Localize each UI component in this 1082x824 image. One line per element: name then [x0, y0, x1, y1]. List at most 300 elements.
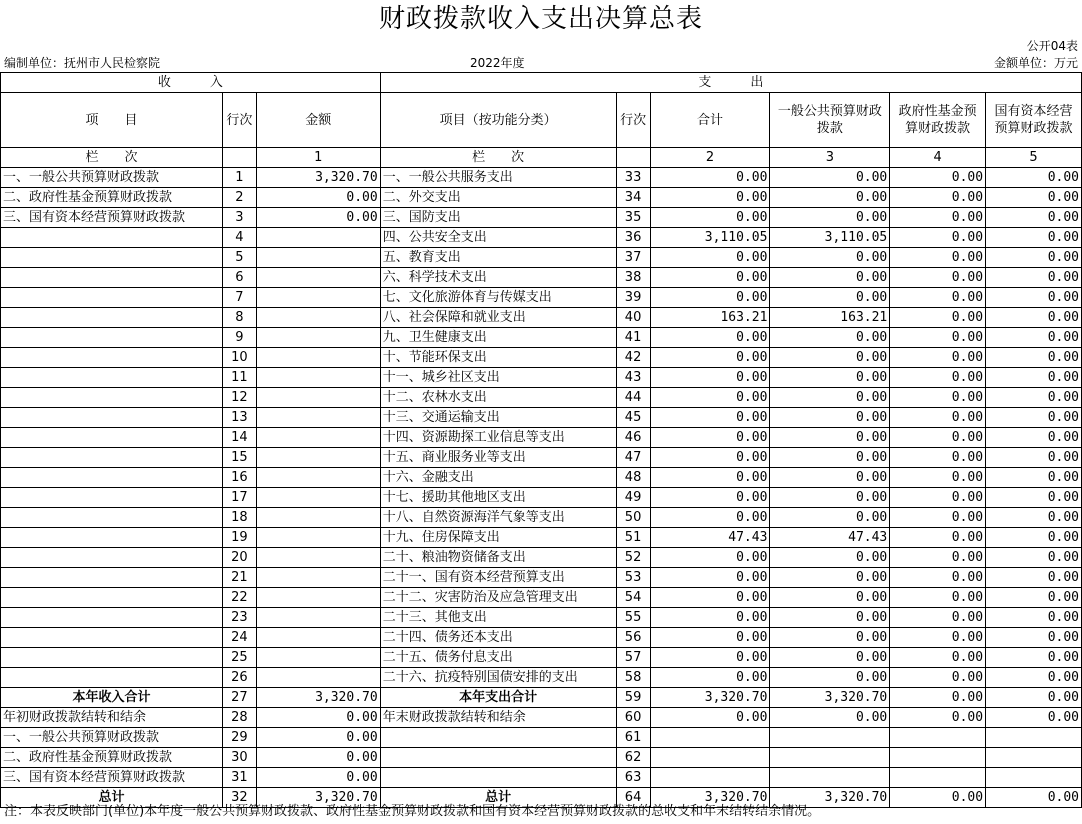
table-cell: 0.00 — [986, 348, 1082, 368]
table-cell: 4 — [222, 228, 256, 248]
table-cell: 19 — [222, 528, 256, 548]
table-cell: 47.43 — [650, 528, 770, 548]
table-cell: 0.00 — [650, 428, 770, 448]
table-cell: 0.00 — [650, 468, 770, 488]
table-cell: 0.00 — [770, 168, 890, 188]
table-cell: 0.00 — [770, 408, 890, 428]
table-row — [1, 368, 1082, 388]
table-row — [1, 528, 1082, 548]
table-cell: 0.00 — [890, 588, 986, 608]
table-cell — [1, 228, 223, 248]
table-cell: 0.00 — [890, 668, 986, 688]
table-cell — [256, 308, 380, 328]
table-cell: 十五、商业服务业等支出 — [380, 448, 616, 468]
report-title: 财政拨款收入支出决算总表 — [378, 4, 703, 34]
column-index-cell: 3 — [770, 148, 890, 168]
table-row — [1, 508, 1082, 528]
table-cell: 八、社会保障和就业支出 — [380, 308, 616, 328]
table-cell: 27 — [222, 688, 256, 708]
table-row — [1, 548, 1082, 568]
table-cell: 22 — [222, 588, 256, 608]
table-row — [1, 408, 1082, 428]
table-cell — [1, 388, 223, 408]
table-cell: 0.00 — [890, 568, 986, 588]
table-cell: 53 — [616, 568, 650, 588]
table-cell: 3,110.05 — [770, 228, 890, 248]
table-cell: 0.00 — [890, 528, 986, 548]
table-cell — [1, 608, 223, 628]
table-cell — [770, 748, 890, 768]
table-cell: 二、政府性基金预算财政拨款 — [1, 748, 223, 768]
table-cell: 十七、援助其他地区支出 — [380, 488, 616, 508]
table-cell: 24 — [222, 628, 256, 648]
table-cell: 45 — [616, 408, 650, 428]
table-cell: 0.00 — [890, 168, 986, 188]
column-header: 政府性基金预算财政拨款 — [890, 93, 986, 148]
table-cell — [256, 588, 380, 608]
table-row — [1, 168, 1082, 188]
table-cell: 9 — [222, 328, 256, 348]
table-cell: 0.00 — [986, 428, 1082, 448]
table-cell — [1, 348, 223, 368]
table-cell — [256, 448, 380, 468]
table-cell: 0.00 — [986, 508, 1082, 528]
table-cell: 0.00 — [986, 688, 1082, 708]
table-cell: 二十四、债务还本支出 — [380, 628, 616, 648]
table-row — [1, 188, 1082, 208]
table-row — [1, 708, 1082, 728]
table-cell: 36 — [616, 228, 650, 248]
table-cell: 三、国有资本经营预算财政拨款 — [1, 208, 223, 228]
footnote: 注：本表反映部门(单位)本年度一般公共预算财政拨款、政府性基金预算财政拨款和国有资本经营预算财政拨款的总收支和年末结转结余情况。 — [4, 804, 821, 819]
table-cell: 总计 — [380, 788, 616, 808]
table-cell: 51 — [616, 528, 650, 548]
table-cell: 三、国防支出 — [380, 208, 616, 228]
table-cell: 0.00 — [650, 408, 770, 428]
column-header: 行次 — [222, 93, 256, 148]
table-row — [1, 448, 1082, 468]
table-cell — [1, 328, 223, 348]
table-cell — [1, 308, 223, 328]
table-row — [1, 468, 1082, 488]
table-cell: 34 — [616, 188, 650, 208]
table-cell: 43 — [616, 368, 650, 388]
table-cell: 0.00 — [986, 408, 1082, 428]
table-cell: 5 — [222, 248, 256, 268]
table-cell: 13 — [222, 408, 256, 428]
expense-section-header: 支 出 — [380, 73, 1081, 93]
table-cell: 7 — [222, 288, 256, 308]
table-cell: 0.00 — [986, 228, 1082, 248]
table-cell: 62 — [616, 748, 650, 768]
table-row — [1, 308, 1082, 328]
table-cell — [650, 768, 770, 788]
table-cell: 0.00 — [770, 568, 890, 588]
table-cell — [1, 448, 223, 468]
table-row — [1, 388, 1082, 408]
table-cell: 0.00 — [256, 708, 380, 728]
table-row — [1, 668, 1082, 688]
table-cell — [380, 748, 616, 768]
table-cell: 0.00 — [890, 548, 986, 568]
table-cell: 46 — [616, 428, 650, 448]
table-cell: 十四、资源勘探工业信息等支出 — [380, 428, 616, 448]
table-cell: 0.00 — [986, 168, 1082, 188]
table-cell: 0.00 — [650, 328, 770, 348]
table-cell: 十八、自然资源海洋气象等支出 — [380, 508, 616, 528]
table-cell: 25 — [222, 648, 256, 668]
table-cell: 0.00 — [986, 268, 1082, 288]
table-cell — [1, 508, 223, 528]
table-cell: 七、文化旅游体育与传媒支出 — [380, 288, 616, 308]
table-cell: 0.00 — [650, 608, 770, 628]
table-cell: 十二、农林水支出 — [380, 388, 616, 408]
table-cell — [256, 468, 380, 488]
table-cell: 0.00 — [770, 508, 890, 528]
table-cell — [1, 288, 223, 308]
table-cell: 58 — [616, 668, 650, 688]
table-cell: 0.00 — [650, 448, 770, 468]
table-cell — [986, 748, 1082, 768]
table-cell — [1, 568, 223, 588]
table-cell: 0.00 — [986, 548, 1082, 568]
table-cell: 年初财政拨款结转和结余 — [1, 708, 223, 728]
table-row — [1, 228, 1082, 248]
table-row — [1, 628, 1082, 648]
table-cell: 0.00 — [650, 268, 770, 288]
table-cell — [650, 748, 770, 768]
table-cell — [256, 648, 380, 668]
table-row — [1, 608, 1082, 628]
table-cell: 二十三、其他支出 — [380, 608, 616, 628]
table-cell: 0.00 — [256, 208, 380, 228]
table-cell — [256, 288, 380, 308]
table-cell — [256, 368, 380, 388]
table-cell: 64 — [616, 788, 650, 808]
table-cell — [256, 568, 380, 588]
table-cell: 0.00 — [890, 508, 986, 528]
table-row — [1, 268, 1082, 288]
table-cell: 0.00 — [890, 348, 986, 368]
table-cell: 48 — [616, 468, 650, 488]
table-cell: 五、教育支出 — [380, 248, 616, 268]
table-cell: 18 — [222, 508, 256, 528]
table-cell: 0.00 — [986, 628, 1082, 648]
table-cell: 0.00 — [650, 648, 770, 668]
table-cell — [256, 248, 380, 268]
table-cell: 33 — [616, 168, 650, 188]
table-cell — [256, 508, 380, 528]
table-cell: 0.00 — [986, 368, 1082, 388]
table-cell — [256, 348, 380, 368]
table-cell: 本年支出合计 — [380, 688, 616, 708]
table-cell: 0.00 — [256, 188, 380, 208]
table-cell: 11 — [222, 368, 256, 388]
table-cell: 0.00 — [650, 208, 770, 228]
table-cell: 二、政府性基金预算财政拨款 — [1, 188, 223, 208]
table-cell: 0.00 — [890, 788, 986, 808]
table-cell: 0.00 — [986, 468, 1082, 488]
column-index-cell: 栏 次 — [1, 148, 223, 168]
table-cell: 50 — [616, 508, 650, 528]
table-row — [1, 588, 1082, 608]
column-index-cell: 5 — [986, 148, 1082, 168]
table-cell: 0.00 — [770, 648, 890, 668]
table-cell: 十三、交通运输支出 — [380, 408, 616, 428]
table-cell: 二十五、债务付息支出 — [380, 648, 616, 668]
table-cell: 0.00 — [770, 348, 890, 368]
table-cell — [256, 408, 380, 428]
table-cell: 35 — [616, 208, 650, 228]
table-cell: 38 — [616, 268, 650, 288]
table-cell: 二十、粮油物资储备支出 — [380, 548, 616, 568]
table-cell — [986, 768, 1082, 788]
table-cell: 0.00 — [890, 428, 986, 448]
table-cell — [256, 268, 380, 288]
table-cell: 0.00 — [650, 188, 770, 208]
table-cell: 0.00 — [770, 368, 890, 388]
table-cell: 49 — [616, 488, 650, 508]
table-cell: 0.00 — [986, 588, 1082, 608]
table-cell: 3 — [222, 208, 256, 228]
table-cell: 0.00 — [256, 728, 380, 748]
table-cell: 0.00 — [890, 288, 986, 308]
column-index-cell: 1 — [256, 148, 380, 168]
table-row — [1, 488, 1082, 508]
table-cell: 年末财政拨款结转和结余 — [380, 708, 616, 728]
table-cell: 十九、住房保障支出 — [380, 528, 616, 548]
table-cell: 0.00 — [770, 548, 890, 568]
table-row — [1, 748, 1082, 768]
table-row — [1, 208, 1082, 228]
table-cell: 26 — [222, 668, 256, 688]
table-cell: 二十一、国有资本经营预算支出 — [380, 568, 616, 588]
table-cell — [256, 328, 380, 348]
table-cell: 3,320.70 — [650, 688, 770, 708]
table-cell: 29 — [222, 728, 256, 748]
table-cell: 0.00 — [986, 448, 1082, 468]
table-cell: 61 — [616, 728, 650, 748]
table-cell: 0.00 — [650, 168, 770, 188]
table-cell: 0.00 — [986, 308, 1082, 328]
table-cell: 21 — [222, 568, 256, 588]
table-cell: 0.00 — [986, 668, 1082, 688]
table-cell: 0.00 — [890, 388, 986, 408]
table-cell: 0.00 — [890, 368, 986, 388]
table-cell — [1, 668, 223, 688]
table-cell: 3,320.70 — [770, 688, 890, 708]
table-cell: 六、科学技术支出 — [380, 268, 616, 288]
table-cell: 0.00 — [986, 328, 1082, 348]
table-cell: 8 — [222, 308, 256, 328]
table-cell: 56 — [616, 628, 650, 648]
table-cell: 0.00 — [890, 608, 986, 628]
table-cell — [1, 248, 223, 268]
table-cell — [256, 628, 380, 648]
table-cell: 0.00 — [986, 208, 1082, 228]
table-cell: 57 — [616, 648, 650, 668]
table-cell: 59 — [616, 688, 650, 708]
table-cell: 0.00 — [890, 488, 986, 508]
table-cell — [650, 728, 770, 748]
table-code: 公开04表 — [1026, 39, 1078, 53]
org-unit: 编制单位：抚州市人民检察院 — [4, 56, 161, 70]
table-cell — [1, 588, 223, 608]
budget-table — [0, 72, 1082, 808]
table-cell — [1, 548, 223, 568]
table-cell: 0.00 — [890, 188, 986, 208]
table-cell — [256, 548, 380, 568]
table-cell — [1, 628, 223, 648]
table-row — [1, 428, 1082, 448]
income-section-header: 收 入 — [1, 73, 381, 93]
table-cell: 31 — [222, 768, 256, 788]
table-cell: 0.00 — [770, 708, 890, 728]
table-cell — [1, 408, 223, 428]
table-cell: 37 — [616, 248, 650, 268]
table-cell — [1, 268, 223, 288]
table-cell: 55 — [616, 608, 650, 628]
table-cell: 15 — [222, 448, 256, 468]
table-cell: 本年收入合计 — [1, 688, 223, 708]
column-index-cell — [616, 148, 650, 168]
table-cell — [890, 728, 986, 748]
table-cell: 0.00 — [770, 208, 890, 228]
table-cell: 0.00 — [650, 628, 770, 648]
column-header: 一般公共预算财政拨款 — [770, 93, 890, 148]
table-cell: 一、一般公共服务支出 — [380, 168, 616, 188]
table-cell: 63 — [616, 768, 650, 788]
table-cell: 0.00 — [986, 188, 1082, 208]
table-cell: 0.00 — [650, 348, 770, 368]
table-cell — [256, 388, 380, 408]
table-cell: 0.00 — [650, 708, 770, 728]
table-cell: 0.00 — [256, 768, 380, 788]
table-cell: 0.00 — [650, 508, 770, 528]
table-row — [1, 328, 1082, 348]
table-row — [1, 568, 1082, 588]
table-row — [1, 768, 1082, 788]
table-cell: 四、公共安全支出 — [380, 228, 616, 248]
table-cell: 47.43 — [770, 528, 890, 548]
table-cell: 0.00 — [986, 528, 1082, 548]
table-cell: 14 — [222, 428, 256, 448]
table-cell: 6 — [222, 268, 256, 288]
table-cell: 0.00 — [986, 708, 1082, 728]
table-cell: 3,320.70 — [256, 168, 380, 188]
table-cell: 0.00 — [650, 288, 770, 308]
table-cell: 0.00 — [890, 228, 986, 248]
table-cell: 32 — [222, 788, 256, 808]
table-cell — [380, 768, 616, 788]
table-cell — [256, 228, 380, 248]
table-cell: 0.00 — [770, 488, 890, 508]
table-cell: 0.00 — [770, 248, 890, 268]
table-cell: 20 — [222, 548, 256, 568]
table-cell: 28 — [222, 708, 256, 728]
column-index-cell: 4 — [890, 148, 986, 168]
table-cell: 42 — [616, 348, 650, 368]
table-cell: 0.00 — [890, 648, 986, 668]
table-cell — [256, 488, 380, 508]
table-cell — [1, 368, 223, 388]
table-cell: 0.00 — [986, 388, 1082, 408]
table-cell — [256, 608, 380, 628]
table-cell: 54 — [616, 588, 650, 608]
table-cell: 47 — [616, 448, 650, 468]
table-cell: 0.00 — [650, 588, 770, 608]
table-row — [1, 248, 1082, 268]
table-cell: 0.00 — [986, 648, 1082, 668]
table-cell: 0.00 — [890, 268, 986, 288]
table-cell: 0.00 — [986, 488, 1082, 508]
table-cell — [1, 648, 223, 668]
table-cell: 44 — [616, 388, 650, 408]
table-cell: 0.00 — [890, 688, 986, 708]
table-row — [1, 688, 1082, 708]
table-cell: 0.00 — [650, 488, 770, 508]
table-cell: 0.00 — [890, 408, 986, 428]
table-cell: 十六、金融支出 — [380, 468, 616, 488]
table-cell: 二、外交支出 — [380, 188, 616, 208]
table-cell: 0.00 — [770, 268, 890, 288]
table-cell — [380, 728, 616, 748]
table-cell: 0.00 — [986, 248, 1082, 268]
column-header: 国有资本经营预算财政拨款 — [986, 93, 1082, 148]
table-cell: 0.00 — [770, 288, 890, 308]
column-index-cell — [222, 148, 256, 168]
table-cell: 40 — [616, 308, 650, 328]
table-cell: 17 — [222, 488, 256, 508]
table-cell: 0.00 — [650, 368, 770, 388]
table-cell: 2 — [222, 188, 256, 208]
table-cell — [256, 528, 380, 548]
table-cell: 0.00 — [256, 748, 380, 768]
table-cell — [770, 768, 890, 788]
table-cell — [1, 468, 223, 488]
column-header: 项 目 — [1, 93, 223, 148]
column-header: 行次 — [616, 93, 650, 148]
table-cell: 0.00 — [650, 668, 770, 688]
table-cell: 0.00 — [770, 468, 890, 488]
table-cell: 23 — [222, 608, 256, 628]
table-cell: 41 — [616, 328, 650, 348]
table-cell: 0.00 — [650, 388, 770, 408]
table-cell: 52 — [616, 548, 650, 568]
table-cell: 163.21 — [770, 308, 890, 328]
table-row — [1, 288, 1082, 308]
table-cell — [986, 728, 1082, 748]
table-cell — [890, 748, 986, 768]
table-cell: 0.00 — [986, 608, 1082, 628]
column-header: 合计 — [650, 93, 770, 148]
table-cell — [770, 728, 890, 748]
column-index-cell: 栏 次 — [380, 148, 616, 168]
table-cell: 0.00 — [890, 448, 986, 468]
table-cell: 0.00 — [770, 428, 890, 448]
table-cell — [256, 668, 380, 688]
table-cell: 3,320.70 — [256, 688, 380, 708]
table-cell: 一、一般公共预算财政拨款 — [1, 728, 223, 748]
table-cell: 0.00 — [890, 248, 986, 268]
table-cell: 0.00 — [770, 188, 890, 208]
table-cell: 3,110.05 — [650, 228, 770, 248]
table-cell — [1, 428, 223, 448]
table-cell — [890, 768, 986, 788]
table-cell: 163.21 — [650, 308, 770, 328]
table-cell: 十一、城乡社区支出 — [380, 368, 616, 388]
table-cell: 0.00 — [986, 788, 1082, 808]
